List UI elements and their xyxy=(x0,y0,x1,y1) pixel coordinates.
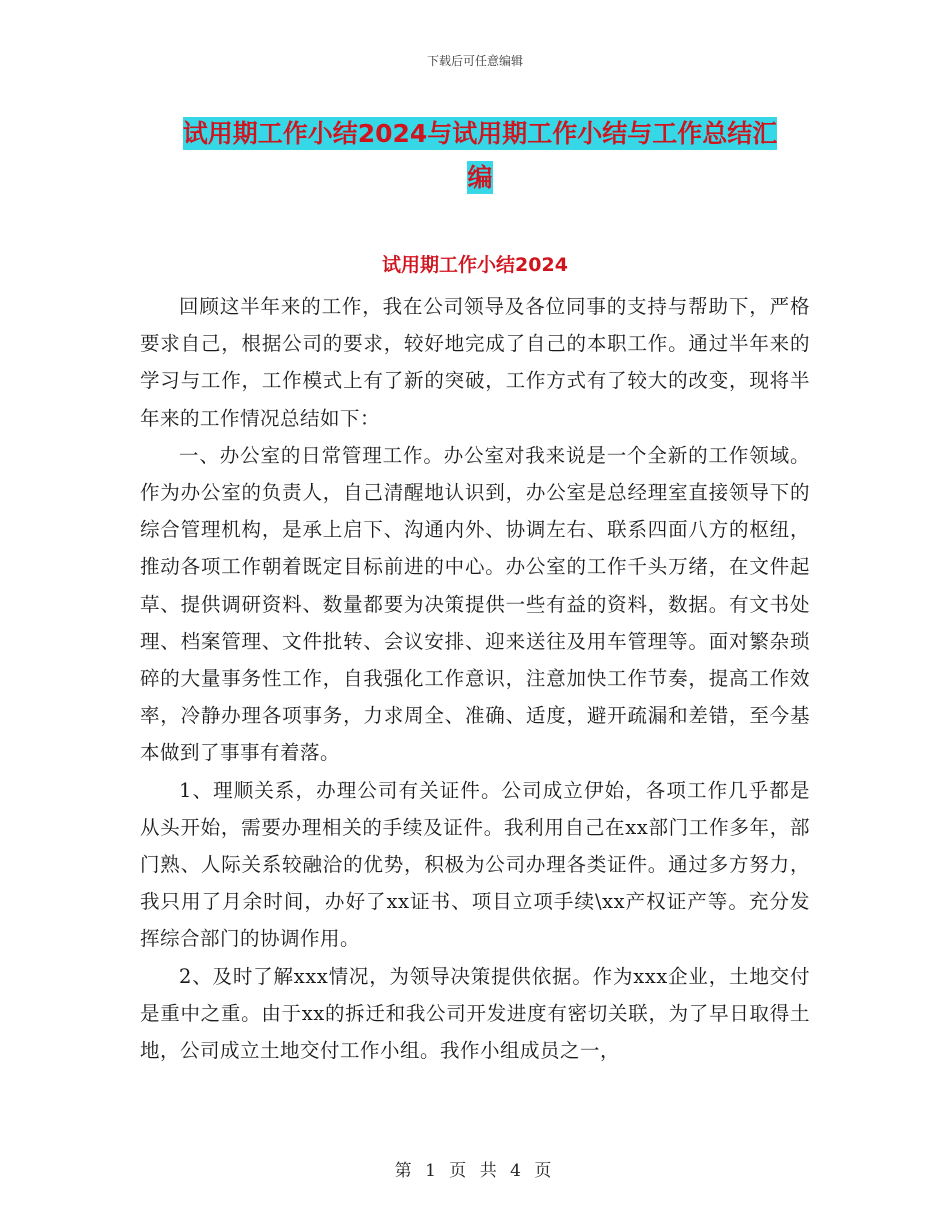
document-title xyxy=(140,112,820,200)
paragraph-land-delivery: 2、及时了解xxx情况，为领导决策提供依据。作为xxx企业，土地交付是重中之重。由于xx的拆迁和我公司开发进度有密切关联，为了早日取得土地，公司成立土地交付工作小组。我作小组成员之一， xyxy=(140,964,810,1063)
paragraph-intro: 回顾这半年来的工作，我在公司领导及各位同事的支持与帮助下，严格要求自己，根据公司的要求，较好地完成了自己的本职工作。通过半年来的学习与工作，工作模式上有了新的突破，工作方式有了较大的改变，现将半年来的工作情况总结如下： xyxy=(140,295,810,430)
document-title-line-2: 编 xyxy=(467,163,493,192)
section-title: 试用期工作小结2024 xyxy=(382,254,568,276)
document-body xyxy=(140,288,810,1069)
document-title-line-1: 试用期工作小结2024与试用期工作小结与工作总结汇 xyxy=(182,119,778,148)
page-header-note: 下载后可任意编辑 xyxy=(426,54,523,68)
page-number: 第 1 页 共 4 页 xyxy=(394,1161,556,1181)
paragraph-certificates: 1、理顺关系，办理公司有关证件。公司成立伊始，各项工作几乎都是从头开始，需要办理相关的手续及证件。我利用自己在xx部门工作多年，部门熟、人际关系较融洽的优势，积极为公司办理各类证件。通过多方努力，我只用了月余时间，办好了xx证书、项目立项手续\xx产权证产等。充分发挥综合部门的协调作用。 xyxy=(140,778,810,951)
paragraph-office-management: 一、办公室的日常管理工作。办公室对我来说是一个全新的工作领域。作为办公室的负责人，自己清醒地认识到，办公室是总经理室直接领导下的综合管理机构，是承上启下、沟通内外、协调左右、联系四面八方的枢纽，推动各项工作朝着既定目标前进的中心。办公室的工作千头万绪，在文件起草、提供调研资料、数量都要为决策提供一些有益的资料，数据。有文书处理、档案管理、文件批转、会议安排、迎来送往及用车管理等。面对繁杂琐碎的大量事务性工作，自我强化工作意识，注意加快工作节奏，提高工作效率，冷静办理各项事务，力求周全、准确、适度，避开疏漏和差错，至今基本做到了事事有着落。 xyxy=(140,443,810,765)
